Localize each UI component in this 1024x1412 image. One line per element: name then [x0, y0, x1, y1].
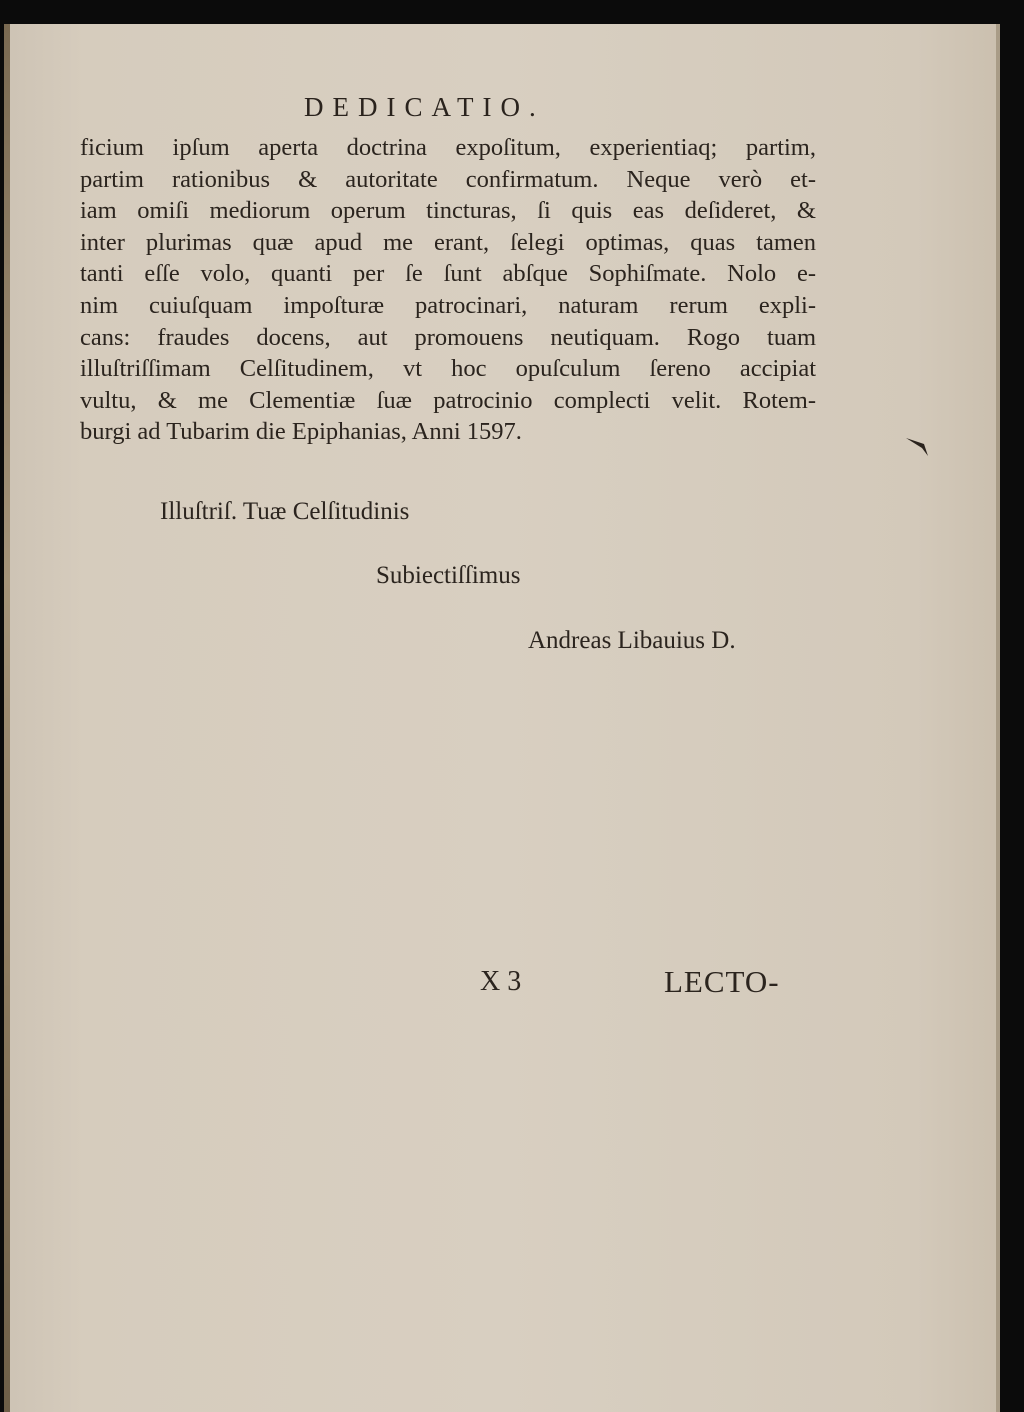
- text-line: vultu, & me Clementiæ ſuæ patrocinio complecti velit. Rotem-: [80, 386, 816, 414]
- catchword: LECTO-: [664, 964, 780, 999]
- closing-salutation: Illuſtriſ. Tuæ Celſitudinis: [160, 498, 410, 525]
- page-edge: [4, 24, 10, 1412]
- author-signature: Andreas Libauius D.: [528, 627, 736, 654]
- signature-mark: X 3: [480, 966, 522, 997]
- ink-mark-icon: [904, 434, 934, 460]
- text-line: nim cuiuſquam impoſturæ patrocinari, naturam rerum expli-: [80, 291, 816, 319]
- closing-subscription: Subiectiſſimus: [376, 562, 521, 589]
- text-line: ficium ipſum aperta doctrina expoſitum, experientiaq; partim,: [80, 134, 816, 161]
- page-header: DEDICATIO.: [304, 92, 545, 122]
- text-line: inter plurimas quæ apud me erant, ſelegi optimas, quas tamen: [80, 228, 816, 256]
- body-text: [80, 132, 816, 448]
- book-page: [4, 24, 1000, 1412]
- text-line: iam omiſi mediorum operum tincturas, ſi quis eas deſideret, &: [80, 197, 816, 225]
- text-line: burgi ad Tubarim die Epiphanias, Anni 1597.: [80, 418, 522, 446]
- text-line: partim rationibus & autoritate confirmatum. Neque verò et-: [80, 165, 816, 193]
- text-line: illuſtriſſimam Celſitudinem, vt hoc opuſculum ſereno accipiat: [80, 355, 816, 383]
- text-line: cans: fraudes docens, aut promouens neutiquam. Rogo tuam: [80, 323, 816, 351]
- text-line: tanti eſſe volo, quanti per ſe ſunt abſque Sophiſmate. Nolo e-: [80, 260, 816, 288]
